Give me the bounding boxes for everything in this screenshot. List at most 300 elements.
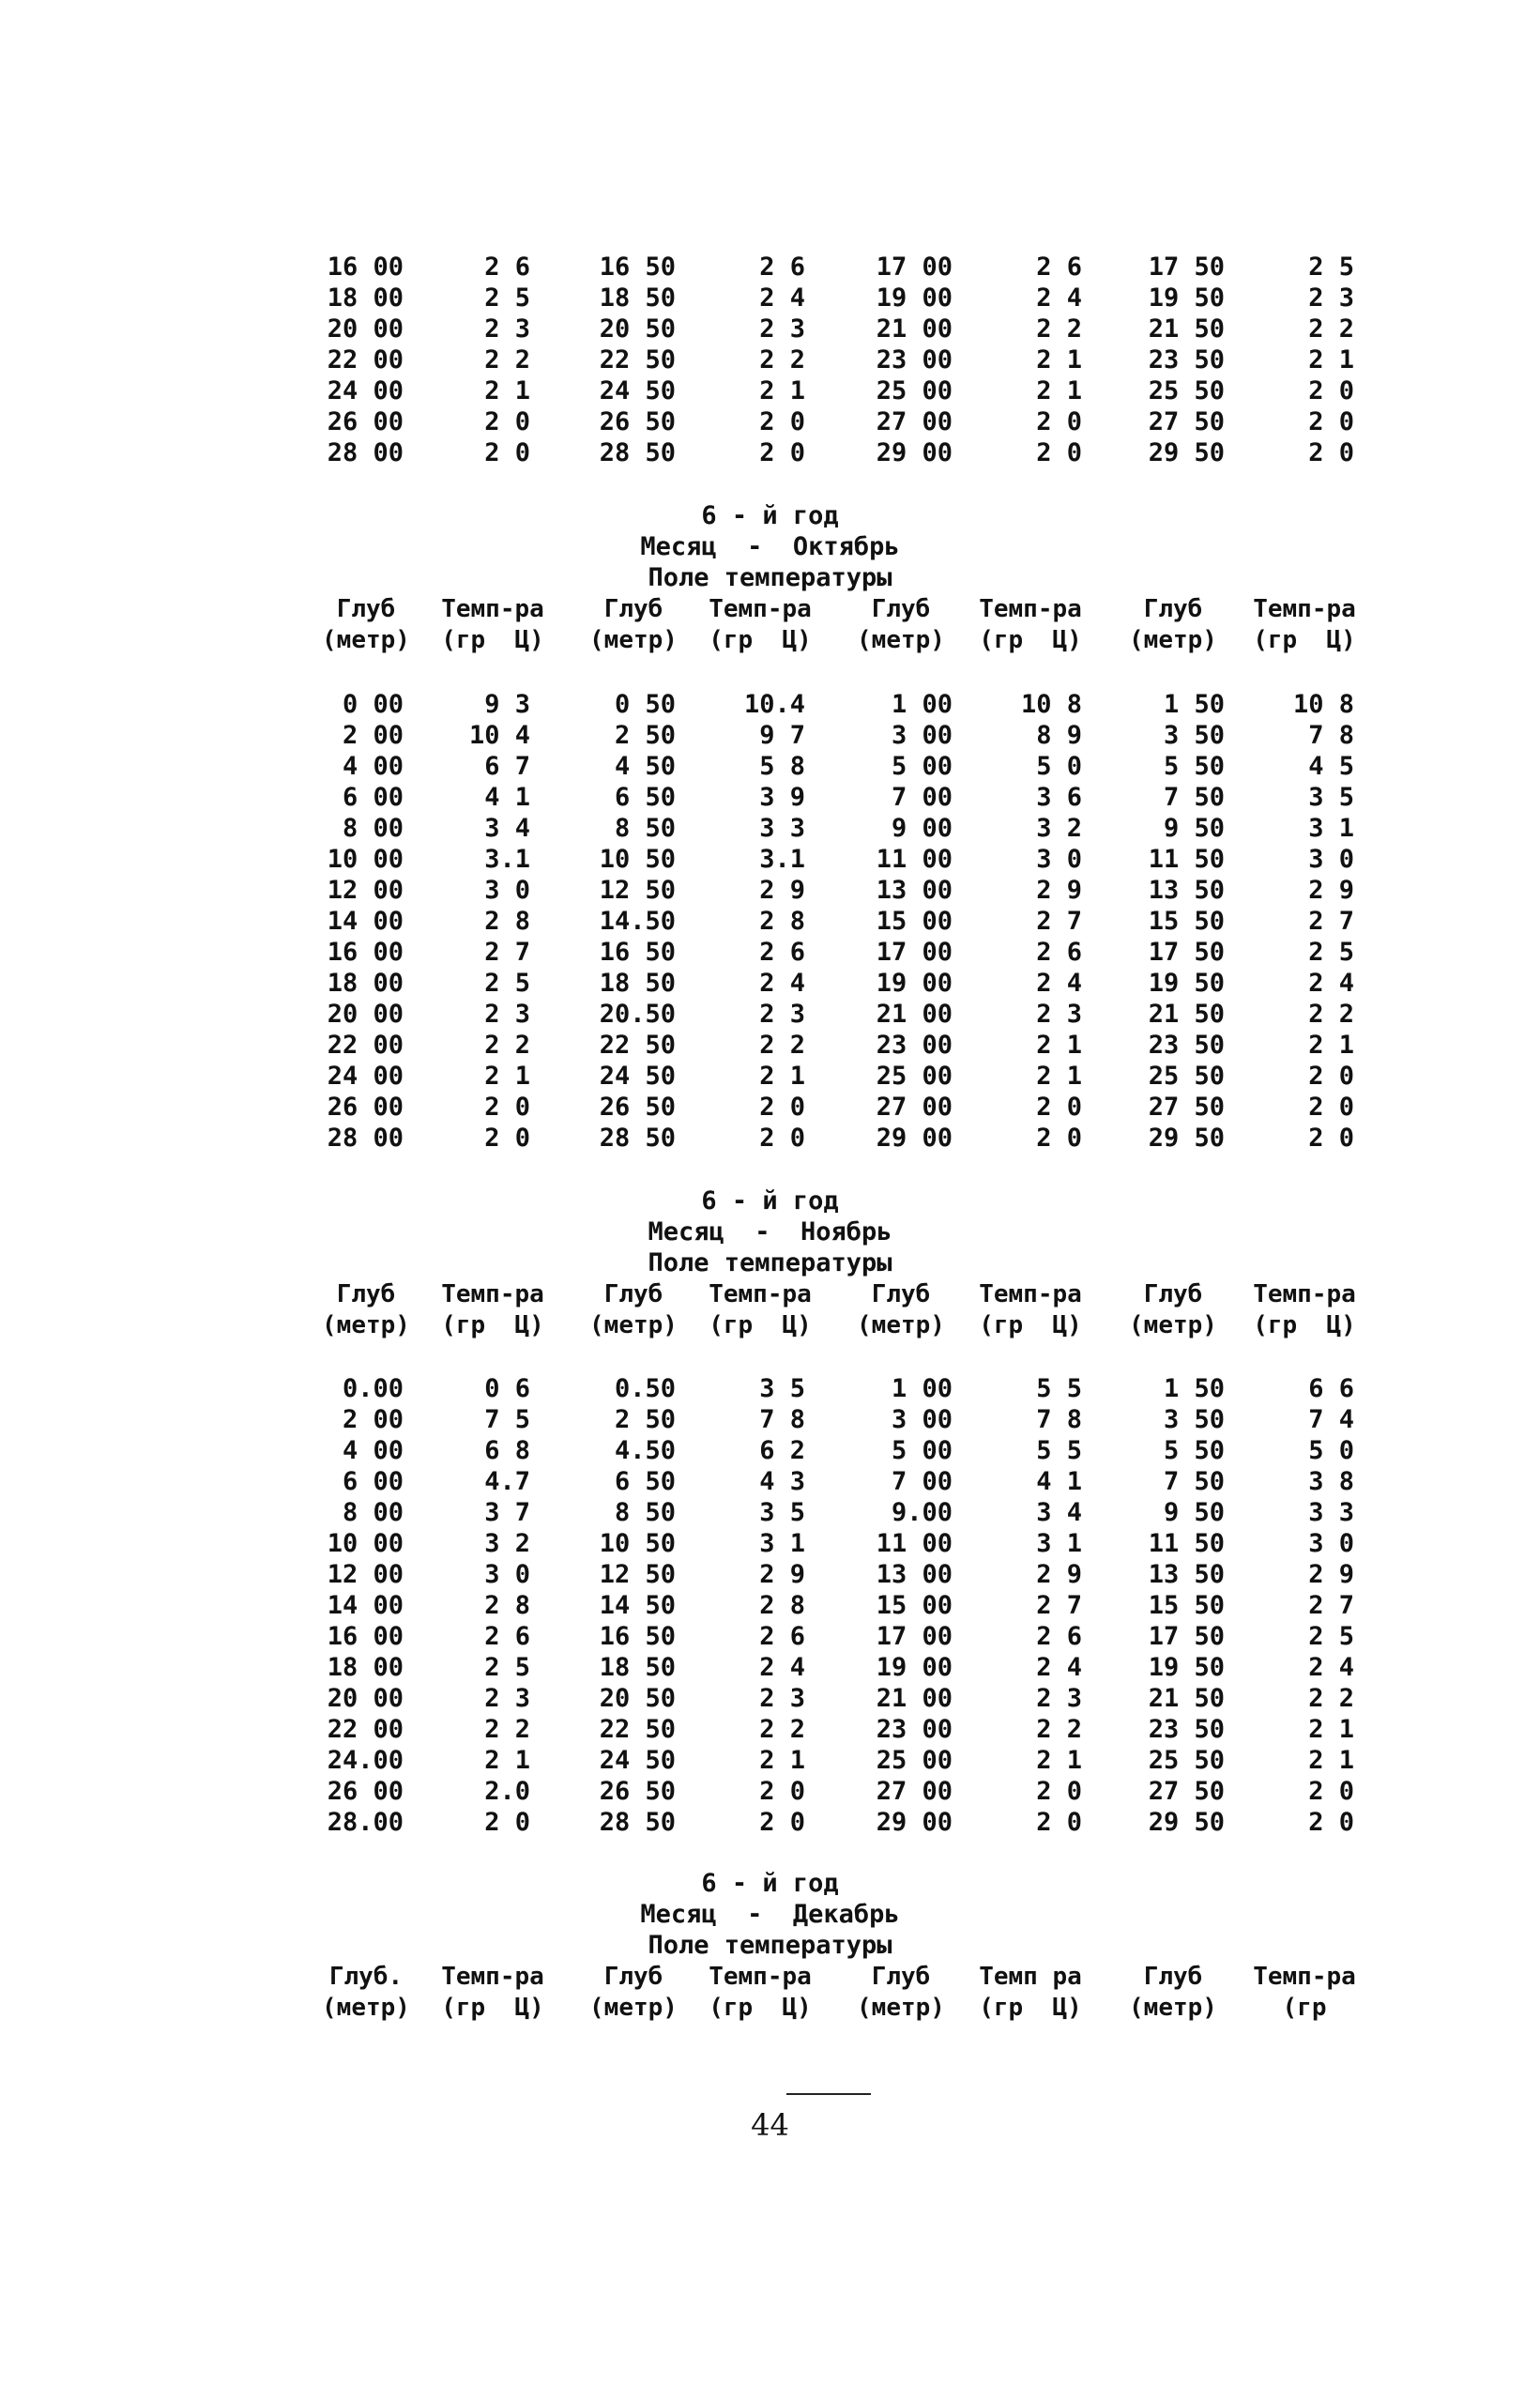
depth-cell: 14 00 <box>327 907 404 936</box>
temperature-cell: 2 0 <box>1036 1093 1082 1122</box>
temperature-cell: 2 5 <box>484 1653 530 1682</box>
depth-column-header: (метр) <box>857 1311 945 1339</box>
temperature-cell: 3 7 <box>484 1498 530 1527</box>
temperature-cell: 2 0 <box>759 1093 805 1122</box>
temperature-cell: 7 8 <box>759 1405 805 1434</box>
depth-cell: 25 00 <box>876 1062 953 1091</box>
depth-cell: 28 50 <box>599 438 676 467</box>
depth-column-header: Глуб <box>336 595 396 623</box>
depth-cell: 25 00 <box>876 1746 953 1775</box>
depth-cell: 29 00 <box>876 438 953 467</box>
temperature-cell: 10 4 <box>468 721 530 750</box>
temperature-cell: 2 2 <box>1308 1684 1354 1713</box>
depth-cell: 11 00 <box>876 845 953 874</box>
temperature-column-header: Темп-ра <box>441 595 544 623</box>
depth-cell: 24 00 <box>327 376 404 405</box>
depth-cell: 4 00 <box>342 752 404 781</box>
depth-cell: 26 50 <box>599 407 676 436</box>
depth-cell: 27 50 <box>1148 407 1225 436</box>
temperature-cell: 3 0 <box>1308 845 1354 874</box>
temperature-cell: 2 1 <box>1036 345 1082 375</box>
depth-column-header: (метр) <box>322 1311 410 1339</box>
depth-cell: 4.50 <box>614 1436 676 1465</box>
depth-column-header: (метр) <box>589 626 678 654</box>
temperature-cell: 7 8 <box>1308 721 1354 750</box>
depth-cell: 17 00 <box>876 938 953 967</box>
depth-column-header: (метр) <box>589 1994 678 2022</box>
depth-cell: 18 00 <box>327 969 404 998</box>
temperature-cell: 3 8 <box>1308 1467 1354 1496</box>
temperature-cell: 4 5 <box>1308 752 1354 781</box>
depth-cell: 17 00 <box>876 252 953 282</box>
depth-column-header: (метр) <box>322 1994 410 2022</box>
depth-cell: 3 00 <box>891 721 953 750</box>
depth-cell: 23 50 <box>1148 1715 1225 1744</box>
temperature-cell: 2 1 <box>1308 1031 1354 1060</box>
temperature-cell: 2 2 <box>759 1031 805 1060</box>
depth-cell: 1 50 <box>1163 1374 1225 1403</box>
temperature-cell: 2 0 <box>759 438 805 467</box>
temperature-cell: 2 4 <box>759 969 805 998</box>
temperature-cell: 2 0 <box>1308 1124 1354 1153</box>
month-label: Месяц - Ноябрь <box>648 1217 892 1246</box>
temperature-cell: 2 3 <box>484 1000 530 1029</box>
depth-cell: 20 00 <box>327 314 404 344</box>
depth-column-header: (метр) <box>857 626 945 654</box>
temperature-column-header: (гр Ц) <box>979 1994 1082 2022</box>
temperature-cell: 2 9 <box>759 876 805 905</box>
depth-cell: 26 00 <box>327 1093 404 1122</box>
temperature-cell: 2 6 <box>1036 1622 1082 1651</box>
depth-cell: 21 50 <box>1148 314 1225 344</box>
depth-cell: 27 00 <box>876 1777 953 1806</box>
depth-cell: 5 50 <box>1163 1436 1225 1465</box>
temperature-cell: 2 9 <box>1308 876 1354 905</box>
depth-cell: 26 50 <box>599 1093 676 1122</box>
depth-cell: 26 00 <box>327 1777 404 1806</box>
depth-cell: 20 00 <box>327 1000 404 1029</box>
temperature-cell: 2 1 <box>484 1062 530 1091</box>
temperature-cell: 2 1 <box>1308 1715 1354 1744</box>
temperature-column-header: (гр Ц) <box>979 626 1082 654</box>
temperature-cell: 8 9 <box>1036 721 1082 750</box>
depth-cell: 10 50 <box>599 1529 676 1558</box>
temperature-cell: 2 4 <box>1036 283 1082 313</box>
depth-cell: 3 00 <box>891 1405 953 1434</box>
temperature-column-header: Темп-ра <box>709 1280 812 1308</box>
temperature-cell: 2 4 <box>759 1653 805 1682</box>
depth-cell: 20.50 <box>599 1000 676 1029</box>
temperature-cell: 2 2 <box>484 345 530 375</box>
temperature-cell: 2 2 <box>484 1031 530 1060</box>
temperature-cell: 2 2 <box>759 345 805 375</box>
temperature-column-header: Темп-ра <box>979 595 1082 623</box>
temperature-cell: 2 0 <box>1308 1093 1354 1122</box>
depth-cell: 23 50 <box>1148 1031 1225 1060</box>
temperature-column-header: (гр Ц) <box>979 1311 1082 1339</box>
depth-cell: 12 50 <box>599 876 676 905</box>
temperature-cell: 2 1 <box>1036 1062 1082 1091</box>
depth-cell: 15 00 <box>876 907 953 936</box>
temperature-cell: 2 3 <box>484 314 530 344</box>
depth-cell: 17 50 <box>1148 1622 1225 1651</box>
temperature-cell: 4 1 <box>1036 1467 1082 1496</box>
depth-column-header: Глуб <box>1143 1963 1203 1991</box>
temperature-cell: 2 7 <box>1308 1591 1354 1620</box>
depth-cell: 24.00 <box>327 1746 404 1775</box>
depth-cell: 24 50 <box>599 1062 676 1091</box>
temperature-cell: 2 5 <box>1308 938 1354 967</box>
temperature-cell: 2 6 <box>1036 252 1082 282</box>
depth-cell: 21 00 <box>876 314 953 344</box>
depth-cell: 9.00 <box>891 1498 953 1527</box>
temperature-cell: 7 8 <box>1036 1405 1082 1434</box>
depth-cell: 11 50 <box>1148 845 1225 874</box>
temperature-cell: 3 5 <box>759 1498 805 1527</box>
depth-cell: 11 00 <box>876 1529 953 1558</box>
depth-cell: 22 00 <box>327 345 404 375</box>
depth-cell: 29 00 <box>876 1124 953 1153</box>
temperature-cell: 4 1 <box>484 783 530 812</box>
month-label: Месяц - Октябрь <box>640 532 900 561</box>
depth-cell: 3 50 <box>1163 1405 1225 1434</box>
temperature-column-header: Темп-ра <box>1253 595 1356 623</box>
depth-cell: 5 00 <box>891 1436 953 1465</box>
page-number-rule <box>786 2093 871 2095</box>
temperature-cell: 2 0 <box>1308 1777 1354 1806</box>
temperature-column-header: (гр Ц) <box>441 1994 544 2022</box>
temperature-cell: 2 8 <box>759 1591 805 1620</box>
temperature-cell: 5 5 <box>1036 1436 1082 1465</box>
temperature-cell: 2 3 <box>484 1684 530 1713</box>
temperature-cell: 2 1 <box>1308 345 1354 375</box>
temperature-cell: 2 9 <box>1308 1560 1354 1589</box>
temperature-cell: 3 0 <box>484 876 530 905</box>
depth-cell: 25 50 <box>1148 1746 1225 1775</box>
temperature-column-header: Темп-ра <box>709 1963 812 1991</box>
temperature-cell: 9 3 <box>484 690 530 719</box>
depth-cell: 16 00 <box>327 938 404 967</box>
depth-cell: 28 00 <box>327 1124 404 1153</box>
depth-cell: 20 50 <box>599 314 676 344</box>
depth-cell: 21 00 <box>876 1684 953 1713</box>
depth-cell: 27 50 <box>1148 1093 1225 1122</box>
depth-column-header: Глуб <box>871 595 931 623</box>
depth-cell: 23 00 <box>876 1715 953 1744</box>
temperature-cell: 2 5 <box>1308 1622 1354 1651</box>
temperature-cell: 2 6 <box>759 938 805 967</box>
temperature-cell: 2 0 <box>1308 407 1354 436</box>
temperature-cell: 2 0 <box>484 407 530 436</box>
depth-cell: 21 50 <box>1148 1684 1225 1713</box>
temperature-cell: 3 0 <box>484 1560 530 1589</box>
depth-cell: 17 00 <box>876 1622 953 1651</box>
depth-cell: 19 00 <box>876 283 953 313</box>
depth-cell: 12 00 <box>327 876 404 905</box>
depth-cell: 16 00 <box>327 252 404 282</box>
temperature-cell: 2 0 <box>1036 407 1082 436</box>
temperature-cell: 6 2 <box>759 1436 805 1465</box>
temperature-cell: 2 6 <box>484 252 530 282</box>
temperature-cell: 2 3 <box>759 1000 805 1029</box>
temperature-cell: 2 0 <box>1036 1124 1082 1153</box>
depth-cell: 12 00 <box>327 1560 404 1589</box>
temperature-cell: 2 4 <box>1308 1653 1354 1682</box>
depth-cell: 8 00 <box>342 1498 404 1527</box>
temperature-cell: 2 4 <box>759 283 805 313</box>
temperature-cell: 2 6 <box>759 252 805 282</box>
temperature-cell: 3.1 <box>484 845 530 874</box>
depth-cell: 1 00 <box>891 1374 953 1403</box>
depth-column-header: (метр) <box>1129 1994 1217 2022</box>
depth-cell: 6 00 <box>342 1467 404 1496</box>
year-label: 6 - й год <box>701 1186 839 1216</box>
temperature-cell: 2 8 <box>484 1591 530 1620</box>
temperature-cell: 2 5 <box>484 283 530 313</box>
depth-cell: 20 50 <box>599 1684 676 1713</box>
depth-cell: 28 00 <box>327 438 404 467</box>
temperature-cell: 10 8 <box>1020 690 1082 719</box>
temperature-cell: 0 6 <box>484 1374 530 1403</box>
temperature-cell: 2 5 <box>1308 252 1354 282</box>
depth-cell: 19 50 <box>1148 1653 1225 1682</box>
depth-cell: 9 00 <box>891 814 953 843</box>
depth-cell: 13 00 <box>876 876 953 905</box>
temperature-column-header: (гр Ц) <box>709 1994 812 2022</box>
depth-cell: 20 00 <box>327 1684 404 1713</box>
temperature-cell: 2.0 <box>484 1777 530 1806</box>
depth-cell: 16 50 <box>599 938 676 967</box>
temperature-cell: 2 0 <box>759 407 805 436</box>
depth-cell: 25 00 <box>876 376 953 405</box>
temperature-column-header: (гр Ц) <box>709 626 812 654</box>
depth-cell: 19 00 <box>876 1653 953 1682</box>
depth-cell: 10 00 <box>327 845 404 874</box>
depth-column-header: Глуб <box>871 1280 931 1308</box>
year-label: 6 - й год <box>701 501 839 530</box>
depth-cell: 6 50 <box>614 1467 676 1496</box>
depth-cell: 29 50 <box>1148 1808 1225 1837</box>
temperature-cell: 2 0 <box>1308 438 1354 467</box>
depth-cell: 29 50 <box>1148 438 1225 467</box>
year-label: 6 - й год <box>701 1869 839 1898</box>
temperature-cell: 3 0 <box>1308 1529 1354 1558</box>
temperature-column-header: (гр <box>1282 1994 1327 2022</box>
temperature-cell: 9 7 <box>759 721 805 750</box>
depth-cell: 11 50 <box>1148 1529 1225 1558</box>
temperature-cell: 3.1 <box>759 845 805 874</box>
temperature-cell: 3 2 <box>1036 814 1082 843</box>
temperature-cell: 2 9 <box>1036 876 1082 905</box>
depth-column-header: (метр) <box>589 1311 678 1339</box>
depth-cell: 27 50 <box>1148 1777 1225 1806</box>
depth-cell: 14 50 <box>599 1591 676 1620</box>
temperature-cell: 2 1 <box>1036 1746 1082 1775</box>
depth-cell: 8 00 <box>342 814 404 843</box>
depth-cell: 2 00 <box>342 1405 404 1434</box>
depth-cell: 23 50 <box>1148 345 1225 375</box>
temperature-cell: 2 8 <box>759 907 805 936</box>
depth-cell: 1 00 <box>891 690 953 719</box>
depth-cell: 9 50 <box>1163 1498 1225 1527</box>
depth-cell: 15 50 <box>1148 907 1225 936</box>
temperature-cell: 6 6 <box>1308 1374 1354 1403</box>
depth-cell: 13 50 <box>1148 876 1225 905</box>
depth-cell: 10 50 <box>599 845 676 874</box>
temperature-cell: 3 1 <box>1308 814 1354 843</box>
depth-cell: 29 00 <box>876 1808 953 1837</box>
depth-cell: 16 00 <box>327 1622 404 1651</box>
depth-cell: 7 00 <box>891 1467 953 1496</box>
temperature-cell: 2 0 <box>1036 1808 1082 1837</box>
temperature-cell: 6 8 <box>484 1436 530 1465</box>
depth-cell: 18 50 <box>599 283 676 313</box>
temperature-cell: 2 0 <box>759 1808 805 1837</box>
temperature-cell: 3 3 <box>759 814 805 843</box>
depth-cell: 24 50 <box>599 376 676 405</box>
temperature-cell: 2 2 <box>1036 314 1082 344</box>
temperature-cell: 3 2 <box>484 1529 530 1558</box>
temperature-cell: 2 0 <box>1308 1062 1354 1091</box>
depth-cell: 21 00 <box>876 1000 953 1029</box>
temperature-cell: 2 1 <box>759 1746 805 1775</box>
temperature-cell: 2 3 <box>1036 1000 1082 1029</box>
depth-cell: 27 00 <box>876 1093 953 1122</box>
section-header-october <box>0 500 1540 593</box>
depth-cell: 25 50 <box>1148 1062 1225 1091</box>
temperature-cell: 2 5 <box>484 969 530 998</box>
depth-column-header: Глуб <box>1143 1280 1203 1308</box>
temperature-cell: 2 0 <box>759 1124 805 1153</box>
depth-cell: 19 50 <box>1148 969 1225 998</box>
temperature-cell: 2 0 <box>1308 376 1354 405</box>
temperature-column-header: (гр Ц) <box>441 1311 544 1339</box>
section-header-november <box>0 1185 1540 1278</box>
temperature-cell: 3 4 <box>1036 1498 1082 1527</box>
temperature-cell: 2 4 <box>1036 1653 1082 1682</box>
depth-cell: 13 50 <box>1148 1560 1225 1589</box>
temperature-cell: 2 0 <box>1036 1777 1082 1806</box>
temperature-cell: 3 9 <box>759 783 805 812</box>
field-label: Поле температуры <box>648 1248 892 1277</box>
section-header-december <box>0 1868 1540 1961</box>
temperature-cell: 5 0 <box>1308 1436 1354 1465</box>
temperature-cell: 2 6 <box>484 1622 530 1651</box>
temperature-cell: 2 0 <box>484 1808 530 1837</box>
depth-cell: 4 50 <box>614 752 676 781</box>
depth-cell: 5 50 <box>1163 752 1225 781</box>
depth-cell: 2 00 <box>342 721 404 750</box>
depth-cell: 21 50 <box>1148 1000 1225 1029</box>
depth-cell: 2 50 <box>614 721 676 750</box>
temperature-cell: 2 7 <box>1308 907 1354 936</box>
temperature-cell: 3 4 <box>484 814 530 843</box>
temperature-cell: 2 1 <box>759 1062 805 1091</box>
field-label: Поле температуры <box>648 1931 892 1960</box>
depth-cell: 6 00 <box>342 783 404 812</box>
depth-cell: 22 50 <box>599 1031 676 1060</box>
depth-cell: 26 00 <box>327 407 404 436</box>
depth-column-header: Глуб <box>336 1280 396 1308</box>
temperature-cell: 2 0 <box>484 1093 530 1122</box>
page-number: 44 <box>751 2107 789 2143</box>
depth-cell: 28 50 <box>599 1808 676 1837</box>
temperature-column-header: Темп-ра <box>979 1280 1082 1308</box>
temperature-cell: 2 4 <box>1036 969 1082 998</box>
depth-cell: 4 00 <box>342 1436 404 1465</box>
depth-cell: 22 00 <box>327 1031 404 1060</box>
temperature-cell: 2 0 <box>1308 1808 1354 1837</box>
temperature-cell: 2 4 <box>1308 969 1354 998</box>
temperature-cell: 5 0 <box>1036 752 1082 781</box>
depth-cell: 18 00 <box>327 283 404 313</box>
temperature-cell: 3 1 <box>1036 1529 1082 1558</box>
temperature-column-header: Темп-ра <box>441 1963 544 1991</box>
depth-column-header: Глуб <box>1143 595 1203 623</box>
temperature-cell: 2 1 <box>1036 1031 1082 1060</box>
temperature-cell: 3 5 <box>1308 783 1354 812</box>
depth-cell: 15 00 <box>876 1591 953 1620</box>
temperature-cell: 2 1 <box>759 376 805 405</box>
depth-cell: 22 50 <box>599 1715 676 1744</box>
temperature-column-header: Темп-ра <box>441 1280 544 1308</box>
temperature-cell: 7 5 <box>484 1405 530 1434</box>
temperature-cell: 2 2 <box>484 1715 530 1744</box>
depth-cell: 1 50 <box>1163 690 1225 719</box>
depth-cell: 27 00 <box>876 407 953 436</box>
depth-cell: 17 50 <box>1148 252 1225 282</box>
temperature-cell: 2 6 <box>1036 938 1082 967</box>
temperature-cell: 3 3 <box>1308 1498 1354 1527</box>
depth-cell: 0 00 <box>342 690 404 719</box>
depth-cell: 28.00 <box>327 1808 404 1837</box>
depth-cell: 12 50 <box>599 1560 676 1589</box>
temperature-cell: 5 5 <box>1036 1374 1082 1403</box>
depth-cell: 18 00 <box>327 1653 404 1682</box>
depth-cell: 24 50 <box>599 1746 676 1775</box>
depth-cell: 18 50 <box>599 1653 676 1682</box>
depth-cell: 26 50 <box>599 1777 676 1806</box>
temperature-cell: 2 2 <box>759 1715 805 1744</box>
temperature-cell: 2 2 <box>1036 1715 1082 1744</box>
depth-cell: 8 50 <box>614 814 676 843</box>
depth-cell: 29 50 <box>1148 1124 1225 1153</box>
depth-cell: 22 50 <box>599 345 676 375</box>
depth-column-header: Глуб <box>603 595 663 623</box>
temperature-cell: 2 0 <box>484 438 530 467</box>
temperature-cell: 2 8 <box>484 907 530 936</box>
depth-cell: 17 50 <box>1148 938 1225 967</box>
temperature-cell: 2 7 <box>1036 907 1082 936</box>
depth-cell: 13 00 <box>876 1560 953 1589</box>
depth-column-header: Глуб <box>603 1280 663 1308</box>
depth-cell: 16 50 <box>599 252 676 282</box>
temperature-column-header: (гр Ц) <box>709 1311 812 1339</box>
depth-cell: 18 50 <box>599 969 676 998</box>
depth-cell: 0.00 <box>342 1374 404 1403</box>
temperature-cell: 6 7 <box>484 752 530 781</box>
temperature-cell: 10.4 <box>743 690 805 719</box>
temperature-column-header: Темп-ра <box>1253 1963 1356 1991</box>
depth-cell: 2 50 <box>614 1405 676 1434</box>
depth-cell: 7 00 <box>891 783 953 812</box>
depth-cell: 5 00 <box>891 752 953 781</box>
depth-cell: 19 00 <box>876 969 953 998</box>
temperature-cell: 7 4 <box>1308 1405 1354 1434</box>
depth-cell: 14 00 <box>327 1591 404 1620</box>
temperature-column-header: (гр Ц) <box>441 626 544 654</box>
temperature-cell: 2 3 <box>759 314 805 344</box>
